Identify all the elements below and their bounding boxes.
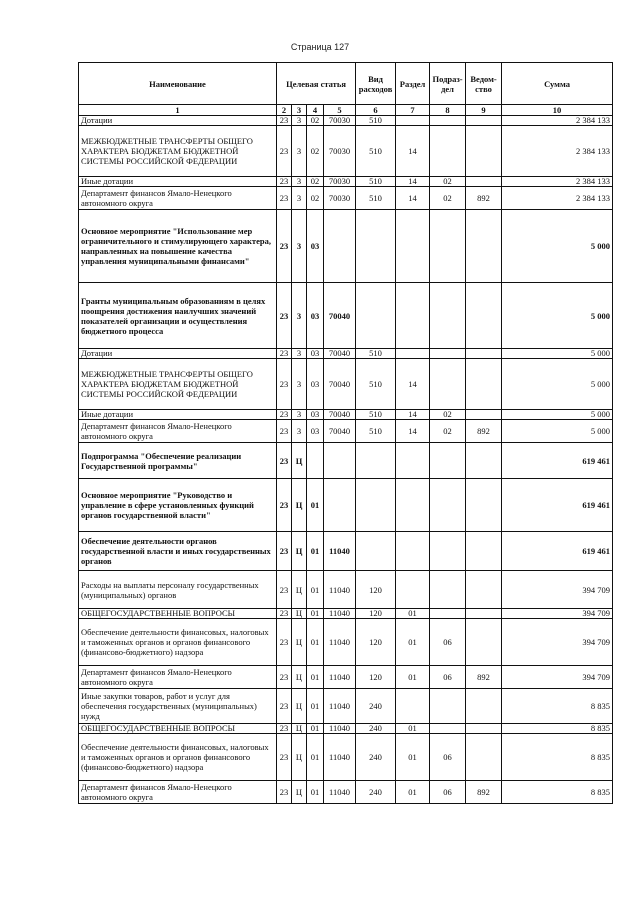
sum-cell: 2 384 133 [502, 126, 613, 177]
target-code-5-cell: 70030 [324, 177, 356, 187]
target-code-2-cell: 23 [277, 187, 292, 210]
section-cell: 01 [396, 619, 430, 666]
table-body [79, 116, 613, 804]
section-cell: 14 [396, 177, 430, 187]
target-code-2-cell: 23 [277, 724, 292, 734]
table-row [79, 283, 613, 349]
target-code-3-cell: Ц [292, 781, 307, 804]
expense-type-cell: 510 [356, 126, 396, 177]
subsection-cell: 02 [430, 187, 466, 210]
expense-type-cell: 510 [356, 177, 396, 187]
header-target-article: Целевая статья [277, 63, 356, 105]
section-cell: 01 [396, 724, 430, 734]
row-name-cell: Расходы на выплаты персоналу государственных (муниципальных) органов [79, 571, 277, 609]
sum-cell: 5 000 [502, 420, 613, 443]
row-name-cell: Обеспечение деятельности финансовых, налоговых и таможенных органов и органов финансового (финансово-бюджетного) надзора [79, 619, 277, 666]
section-cell [396, 349, 430, 359]
table-row [79, 349, 613, 359]
target-code-5-cell: 11040 [324, 666, 356, 689]
department-cell: 892 [466, 420, 502, 443]
target-code-2-cell: 23 [277, 666, 292, 689]
target-code-4-cell: 01 [307, 666, 324, 689]
row-name-cell: Основное мероприятие "Использование мер ограничительного и стимулирующего характера, направленных на повышение качества управления муниципальными финансами" [79, 210, 277, 283]
target-code-5-cell [324, 210, 356, 283]
target-code-3-cell: 3 [292, 210, 307, 283]
row-name-cell: МЕЖБЮДЖЕТНЫЕ ТРАНСФЕРТЫ ОБЩЕГО ХАРАКТЕРА БЮДЖЕТАМ БЮДЖЕТНОЙ СИСТЕМЫ РОССИЙСКОЙ ФЕДЕРАЦИИ [79, 359, 277, 410]
target-code-4-cell: 01 [307, 609, 324, 619]
header-section: Раздел [396, 63, 430, 105]
row-name-cell: Департамент финансов Ямало-Ненецкого автономного округа [79, 781, 277, 804]
target-code-2-cell: 23 [277, 619, 292, 666]
sum-cell: 394 709 [502, 609, 613, 619]
row-name-cell: Гранты муниципальным образованиям в целях поощрения достижения наилучших значений показателей организации и осуществления бюджетного процесса [79, 283, 277, 349]
budget-table [78, 62, 613, 804]
section-cell: 01 [396, 666, 430, 689]
subsection-cell [430, 689, 466, 724]
target-code-4-cell: 01 [307, 781, 324, 804]
sum-cell: 5 000 [502, 210, 613, 283]
subsection-cell: 06 [430, 619, 466, 666]
department-cell [466, 609, 502, 619]
table-row [79, 609, 613, 619]
subsection-cell [430, 349, 466, 359]
sum-cell: 394 709 [502, 619, 613, 666]
table-row [79, 420, 613, 443]
row-name-cell: Иные закупки товаров, работ и услуг для обеспечения государственных (муниципальных) нужд [79, 689, 277, 724]
target-code-4-cell: 01 [307, 619, 324, 666]
sum-cell: 619 461 [502, 443, 613, 479]
column-number: 8 [430, 105, 466, 116]
column-number: 3 [292, 105, 307, 116]
target-code-2-cell: 23 [277, 443, 292, 479]
subsection-cell [430, 479, 466, 532]
header-department: Ведом-ство [466, 63, 502, 105]
target-code-5-cell [324, 443, 356, 479]
department-cell [466, 734, 502, 781]
target-code-4-cell: 02 [307, 126, 324, 177]
target-code-3-cell: Ц [292, 532, 307, 571]
target-code-4-cell: 01 [307, 734, 324, 781]
header-row [79, 63, 613, 105]
expense-type-cell: 120 [356, 609, 396, 619]
subsection-cell [430, 609, 466, 619]
target-code-3-cell: Ц [292, 571, 307, 609]
section-cell: 14 [396, 126, 430, 177]
department-cell [466, 349, 502, 359]
department-cell [466, 359, 502, 410]
target-code-4-cell: 01 [307, 689, 324, 724]
section-cell: 14 [396, 420, 430, 443]
department-cell [466, 619, 502, 666]
sum-cell: 2 384 133 [502, 187, 613, 210]
sum-cell: 8 835 [502, 689, 613, 724]
header-name: Наименование [79, 63, 277, 105]
sum-cell: 5 000 [502, 359, 613, 410]
target-code-2-cell: 23 [277, 210, 292, 283]
section-cell [396, 689, 430, 724]
target-code-5-cell: 11040 [324, 619, 356, 666]
target-code-4-cell: 03 [307, 420, 324, 443]
subsection-cell: 02 [430, 410, 466, 420]
department-cell [466, 532, 502, 571]
subsection-cell [430, 210, 466, 283]
expense-type-cell [356, 443, 396, 479]
target-code-3-cell: 3 [292, 126, 307, 177]
column-number: 7 [396, 105, 430, 116]
expense-type-cell [356, 532, 396, 571]
target-code-2-cell: 23 [277, 283, 292, 349]
row-name-cell: ОБЩЕГОСУДАРСТВЕННЫЕ ВОПРОСЫ [79, 724, 277, 734]
target-code-4-cell: 02 [307, 116, 324, 126]
sum-cell: 619 461 [502, 532, 613, 571]
department-cell [466, 443, 502, 479]
section-cell [396, 116, 430, 126]
target-code-3-cell: 3 [292, 420, 307, 443]
sum-cell: 5 000 [502, 410, 613, 420]
section-cell: 01 [396, 609, 430, 619]
subsection-cell: 02 [430, 177, 466, 187]
target-code-3-cell: 3 [292, 283, 307, 349]
table-row [79, 479, 613, 532]
expense-type-cell: 510 [356, 349, 396, 359]
target-code-3-cell: 3 [292, 349, 307, 359]
section-cell [396, 571, 430, 609]
subsection-cell: 02 [430, 420, 466, 443]
table-row [79, 734, 613, 781]
expense-type-cell: 240 [356, 734, 396, 781]
header-expense-type: Вид расходов [356, 63, 396, 105]
row-name-cell: Департамент финансов Ямало-Ненецкого автономного округа [79, 666, 277, 689]
table-row [79, 532, 613, 571]
subsection-cell [430, 443, 466, 479]
row-name-cell: Иные дотации [79, 410, 277, 420]
sum-cell: 2 384 133 [502, 116, 613, 126]
sum-cell: 8 835 [502, 781, 613, 804]
section-cell [396, 532, 430, 571]
target-code-2-cell: 23 [277, 359, 292, 410]
target-code-2-cell: 23 [277, 571, 292, 609]
target-code-4-cell: 01 [307, 571, 324, 609]
target-code-2-cell: 23 [277, 689, 292, 724]
target-code-5-cell: 70040 [324, 283, 356, 349]
expense-type-cell: 240 [356, 724, 396, 734]
target-code-4-cell: 03 [307, 210, 324, 283]
target-code-2-cell: 23 [277, 349, 292, 359]
target-code-2-cell: 23 [277, 410, 292, 420]
target-code-5-cell: 11040 [324, 532, 356, 571]
department-cell [466, 177, 502, 187]
row-name-cell: МЕЖБЮДЖЕТНЫЕ ТРАНСФЕРТЫ ОБЩЕГО ХАРАКТЕРА БЮДЖЕТАМ БЮДЖЕТНОЙ СИСТЕМЫ РОССИЙСКОЙ ФЕДЕРАЦИИ [79, 126, 277, 177]
row-name-cell: ОБЩЕГОСУДАРСТВЕННЫЕ ВОПРОСЫ [79, 609, 277, 619]
expense-type-cell [356, 210, 396, 283]
target-code-5-cell: 11040 [324, 609, 356, 619]
column-number-row [79, 105, 613, 116]
expense-type-cell: 510 [356, 187, 396, 210]
row-name-cell: Дотации [79, 116, 277, 126]
department-cell [466, 724, 502, 734]
department-cell [466, 116, 502, 126]
column-number: 5 [324, 105, 356, 116]
department-cell: 892 [466, 187, 502, 210]
subsection-cell [430, 571, 466, 609]
expense-type-cell: 240 [356, 781, 396, 804]
expense-type-cell: 510 [356, 116, 396, 126]
row-name-cell: Обеспечение деятельности органов государственной власти и иных государственных органов [79, 532, 277, 571]
row-name-cell: Департамент финансов Ямало-Ненецкого автономного округа [79, 187, 277, 210]
table-row [79, 619, 613, 666]
sum-cell: 5 000 [502, 283, 613, 349]
target-code-3-cell: 3 [292, 116, 307, 126]
table-row [79, 724, 613, 734]
subsection-cell: 06 [430, 734, 466, 781]
column-number: 6 [356, 105, 396, 116]
expense-type-cell: 120 [356, 666, 396, 689]
target-code-3-cell: 3 [292, 177, 307, 187]
department-cell [466, 689, 502, 724]
target-code-2-cell: 23 [277, 532, 292, 571]
sum-cell: 394 709 [502, 666, 613, 689]
row-name-cell: Обеспечение деятельности финансовых, налоговых и таможенных органов и органов финансового (финансово-бюджетного) надзора [79, 734, 277, 781]
target-code-3-cell: Ц [292, 609, 307, 619]
expense-type-cell [356, 479, 396, 532]
section-cell [396, 210, 430, 283]
header-sum: Сумма [502, 63, 613, 105]
target-code-5-cell: 11040 [324, 724, 356, 734]
department-cell: 892 [466, 666, 502, 689]
table-row [79, 210, 613, 283]
subsection-cell [430, 126, 466, 177]
subsection-cell: 06 [430, 666, 466, 689]
target-code-5-cell [324, 479, 356, 532]
department-cell: 892 [466, 781, 502, 804]
section-cell: 14 [396, 410, 430, 420]
expense-type-cell [356, 283, 396, 349]
target-code-4-cell: 01 [307, 532, 324, 571]
target-code-3-cell: Ц [292, 479, 307, 532]
target-code-2-cell: 23 [277, 420, 292, 443]
table-row [79, 116, 613, 126]
target-code-4-cell: 03 [307, 359, 324, 410]
target-code-4-cell: 03 [307, 410, 324, 420]
target-code-4-cell: 01 [307, 724, 324, 734]
expense-type-cell: 240 [356, 689, 396, 724]
target-code-2-cell: 23 [277, 479, 292, 532]
table-row [79, 443, 613, 479]
row-name-cell: Иные дотации [79, 177, 277, 187]
target-code-3-cell: 3 [292, 359, 307, 410]
column-number: 10 [502, 105, 613, 116]
expense-type-cell: 510 [356, 410, 396, 420]
subsection-cell: 06 [430, 781, 466, 804]
table-row [79, 126, 613, 177]
subsection-cell [430, 359, 466, 410]
table-row [79, 781, 613, 804]
department-cell [466, 126, 502, 177]
column-number: 1 [79, 105, 277, 116]
expense-type-cell: 120 [356, 619, 396, 666]
subsection-cell [430, 283, 466, 349]
sum-cell: 5 000 [502, 349, 613, 359]
target-code-2-cell: 23 [277, 734, 292, 781]
target-code-4-cell: 03 [307, 283, 324, 349]
expense-type-cell: 510 [356, 359, 396, 410]
page-number-label: Страница 127 [290, 42, 350, 52]
row-name-cell: Основное мероприятие "Руководство и управление в сфере установленных функций органов государственной власти" [79, 479, 277, 532]
subsection-cell [430, 532, 466, 571]
table-row [79, 666, 613, 689]
target-code-4-cell: 01 [307, 479, 324, 532]
target-code-3-cell: Ц [292, 724, 307, 734]
target-code-3-cell: Ц [292, 734, 307, 781]
subsection-cell [430, 116, 466, 126]
target-code-5-cell: 70030 [324, 126, 356, 177]
table-row [79, 689, 613, 724]
subsection-cell [430, 724, 466, 734]
target-code-5-cell: 70040 [324, 359, 356, 410]
sum-cell: 2 384 133 [502, 177, 613, 187]
table-row [79, 177, 613, 187]
target-code-2-cell: 23 [277, 177, 292, 187]
sum-cell: 8 835 [502, 734, 613, 781]
target-code-3-cell: 3 [292, 187, 307, 210]
column-number: 4 [307, 105, 324, 116]
section-cell: 01 [396, 734, 430, 781]
column-number: 9 [466, 105, 502, 116]
target-code-5-cell: 70030 [324, 187, 356, 210]
target-code-5-cell: 11040 [324, 781, 356, 804]
table-row [79, 571, 613, 609]
target-code-5-cell: 70040 [324, 420, 356, 443]
target-code-3-cell: Ц [292, 666, 307, 689]
target-code-5-cell: 11040 [324, 571, 356, 609]
row-name-cell: Подпрограмма "Обеспечение реализации Государственной программы" [79, 443, 277, 479]
expense-type-cell: 510 [356, 420, 396, 443]
target-code-2-cell: 23 [277, 609, 292, 619]
table-row [79, 187, 613, 210]
row-name-cell: Департамент финансов Ямало-Ненецкого автономного округа [79, 420, 277, 443]
target-code-5-cell: 70040 [324, 349, 356, 359]
expense-type-cell: 120 [356, 571, 396, 609]
section-cell: 14 [396, 187, 430, 210]
target-code-4-cell: 02 [307, 187, 324, 210]
target-code-4-cell: 02 [307, 177, 324, 187]
section-cell [396, 479, 430, 532]
target-code-5-cell: 70030 [324, 116, 356, 126]
target-code-3-cell: Ц [292, 443, 307, 479]
header-subsection: Подраз-дел [430, 63, 466, 105]
target-code-3-cell: 3 [292, 410, 307, 420]
section-cell [396, 443, 430, 479]
department-cell [466, 571, 502, 609]
sum-cell: 394 709 [502, 571, 613, 609]
section-cell [396, 283, 430, 349]
sum-cell: 619 461 [502, 479, 613, 532]
row-name-cell: Дотации [79, 349, 277, 359]
target-code-2-cell: 23 [277, 781, 292, 804]
table-row [79, 410, 613, 420]
section-cell: 01 [396, 781, 430, 804]
target-code-5-cell: 11040 [324, 689, 356, 724]
table-row [79, 359, 613, 410]
target-code-4-cell [307, 443, 324, 479]
target-code-3-cell: Ц [292, 619, 307, 666]
department-cell [466, 479, 502, 532]
column-number: 2 [277, 105, 292, 116]
sum-cell: 8 835 [502, 724, 613, 734]
target-code-3-cell: Ц [292, 689, 307, 724]
target-code-5-cell: 70040 [324, 410, 356, 420]
target-code-5-cell: 11040 [324, 734, 356, 781]
section-cell: 14 [396, 359, 430, 410]
department-cell [466, 283, 502, 349]
department-cell [466, 210, 502, 283]
target-code-2-cell: 23 [277, 126, 292, 177]
target-code-2-cell: 23 [277, 116, 292, 126]
target-code-4-cell: 03 [307, 349, 324, 359]
department-cell [466, 410, 502, 420]
